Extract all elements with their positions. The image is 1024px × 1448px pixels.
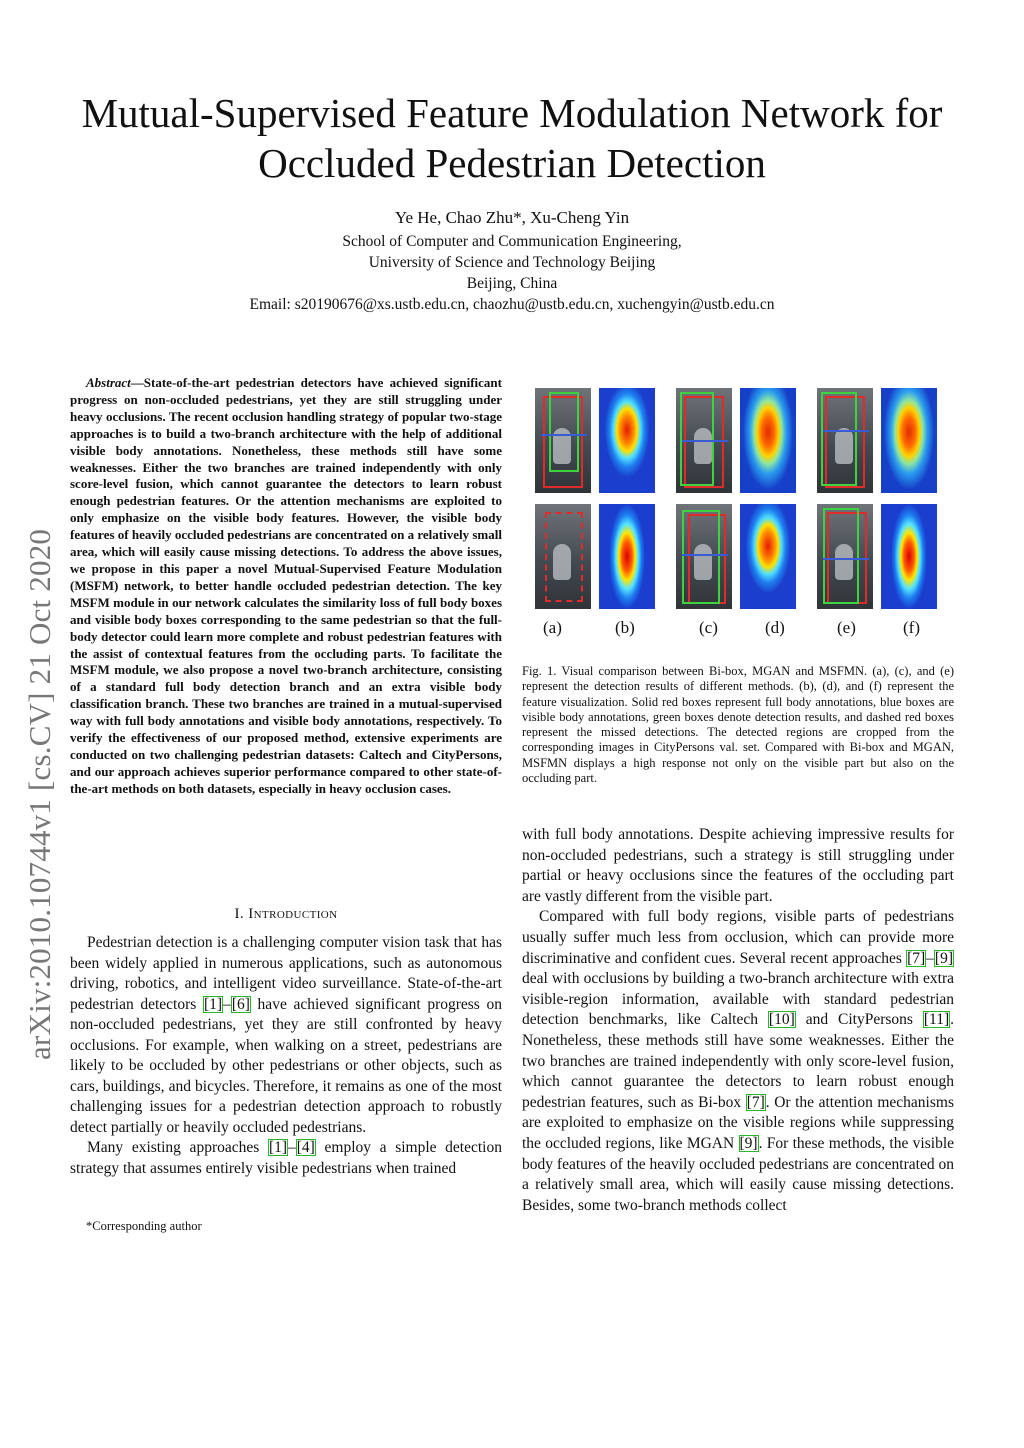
citation-link[interactable]: [6] [231, 995, 250, 1013]
citation-link[interactable]: [10] [768, 1011, 795, 1029]
affiliation-line: University of Science and Technology Beijing [368, 254, 656, 271]
citation-link[interactable]: [9] [934, 949, 953, 967]
subfigure-label: (e) [837, 618, 856, 637]
affiliation-line: Beijing, China [466, 275, 558, 292]
subfigure-label: (a) [543, 618, 562, 637]
affiliation-line: School of Computer and Communication Engineering, [342, 233, 682, 250]
heatmap-image [881, 504, 937, 609]
heatmap-image [599, 388, 655, 493]
citation-link[interactable]: [7] [907, 949, 926, 967]
detection-image [535, 388, 591, 493]
section-number: I. [234, 906, 245, 922]
citation-link[interactable]: [7] [746, 1093, 765, 1111]
intro-text-continued [522, 825, 954, 1216]
detection-image [535, 504, 591, 609]
citation-link[interactable]: [1] [203, 995, 223, 1013]
detection-image [676, 388, 732, 493]
affiliation-block [0, 231, 1024, 315]
subfigure-label: (c) [699, 618, 718, 637]
citation-link[interactable]: [11] [923, 1011, 950, 1029]
abstract-text: State-of-the-art pedestrian detectors have achieved significant progress on non-occluded pedestrians, yet they are still struggling under heavy occlusions. The recent occlusion handling strategy of popular two-stage approaches is to build a two-branch architecture with the help of additional visible body annotations. Nonetheless, these methods still have some weaknesses. Either the two branches are trained independently with only score-level fusion, which cannot guarantee the detectors to learn robust enough pedestrian features. Or the attention mechanisms are exploited to only emphasize on the visible body features. However, the visible body features of heavily occluded pedestrians are concentrated on a relatively small area, which will easily cause missing detections. To address the above issues, we propose in this paper a novel Mutual-Supervised Feature Modulation (MSFM) network, to better handle occluded pedestrian detection. The key MSFM module in our network calculates the similarity loss of full body boxes and visible body boxes corresponding to the same pedestrian so that the full-body detector could learn more complete and robust pedestrian features with the assist of contextual features from the occluding parts. To facilitate the MSFM module, we also propose a novel two-branch architecture, consisting of a standard full body detection branch and an extra visible body classification branch. These two branches are trained in a mutual-supervised way with full body annotations and visible body annotations, respectively. To verify the effectiveness of our proposed method, extensive experiments are conducted on two challenging pedestrian datasets: Caltech and CityPersons, and our approach achieves superior performance compared to other state-of-the-art methods on both datasets, especially in heavy occlusion cases. [70, 375, 502, 796]
figure-caption: Fig. 1. Visual comparison between Bi-box, MGAN and MSFMN. (a), (c), and (e) represent the detection results of different methods. (b), (d), and (f) represent the feature visualization. Solid red boxes represent full body annotations, blue boxes are visible body annotations, green boxes denote detection results, and dashed red boxes represent the missed detections. The detected regions are cropped from the corresponding images in CityPersons val. set. Compared with Bi-box and MGAN, MSFMN displays a high response not only on the visible part but also on the occluding part. [522, 664, 954, 786]
paragraph: Compared with full body regions, visible parts of pedestrians usually suffer much less from occlusion, which can provide more discriminative and confident cues. Several recent approaches [7]–[9] deal with occlusions by building a two-branch architecture with extra visible-region information, available with standard pedestrian detection benchmarks, like Caltech [10] and CityPersons [11]. Nonetheless, these methods still have some weaknesses. Either the two branches are trained independently with only score-level fusion, which cannot guarantee the detectors to learn robust enough pedestrian features, such as Bi-box [7]. Or the attention mechanisms are exploited to emphasize on the visible regions while suppressing the occluded regions, like MGAN [9]. For these methods, the visible body features of the heavily occluded pedestrians are concentrated on a relatively small area, which will easily cause missing detections. Besides, some two-branch methods collect [522, 908, 955, 1214]
subfigure-label: (f) [903, 618, 920, 637]
paragraph: Many existing approaches [1]–[4] employ a simple detection strategy that assumes entirely visible pedestrians when trained [70, 1139, 502, 1177]
citation-link[interactable]: [9] [739, 1134, 758, 1152]
arxiv-identifier: arXiv:2010.10744v1 [cs.CV] 21 Oct 2020 [22, 528, 57, 1060]
section-title: Introduction [248, 906, 338, 922]
subfigure-label: (b) [615, 618, 635, 637]
paragraph: with full body annotations. Despite achieving impressive results for non-occluded pedestrians, such a strategy is still struggling under partial or heavy occlusions since the features of the occluding part are vastly different from the visible part. [522, 826, 954, 905]
subfigure-label: (d) [765, 618, 785, 637]
detection-image [817, 388, 873, 493]
heatmap-image [881, 388, 937, 493]
abstract-lead: Abstract [86, 375, 131, 390]
detection-image [676, 504, 732, 609]
footnote: *Corresponding author [86, 1219, 202, 1233]
detection-image [817, 504, 873, 609]
section-heading [70, 906, 502, 923]
heatmap-image [740, 504, 796, 609]
citation-link[interactable]: [1] [268, 1139, 288, 1156]
paper-title: Mutual-Supervised Feature Modulation Network for Occluded Pedestrian Detection [81, 90, 943, 186]
heatmap-image [599, 504, 655, 609]
citation-link[interactable]: [4] [296, 1139, 315, 1156]
intro-text [70, 933, 502, 1179]
figure-1 [533, 386, 953, 646]
author-list: Ye He, Chao Zhu*, Xu-Cheng Yin [394, 208, 630, 227]
paragraph: Pedestrian detection is a challenging computer vision task that has been widely applied in numerous applications, such as autonomous driving, robotics, and intelligent video surveillance. State-of-the-art pedestrian detectors [1]–[6] have achieved significant progress on non-occluded pedestrians, yet they are still confronted by heavy occlusions. For example, when walking on a street, pedestrians are likely to be occluded by other pedestrians or other objects, such as cars, buildings, and bicycles. Therefore, it remains as one of the most challenging issues for a pedestrian detection approach to robustly detect partially or heavily occluded pedestrians. [70, 934, 503, 1136]
email-line: Email: s20190676@xs.ustb.edu.cn, chaozhu@ustb.edu.cn, xuchengyin@ustb.edu.cn [249, 296, 775, 313]
heatmap-image [740, 388, 796, 493]
abstract: Abstract—State-of-the-art pedestrian detectors have achieved significant progress on non-occluded pedestrians, yet they are still struggling under heavy occlusions. The recent occlusion handling strategy of popular two-stage approaches is to build a two-branch architecture with the help of additional visible body annotations. Nonetheless, these methods still have some weaknesses. Either the two branches are trained independently with only score-level fusion, which cannot guarantee the detectors to learn robust enough pedestrian features. Or the attention mechanisms are exploited to only emphasize on the visible body features. However, the visible body features of heavily occluded pedestrians are concentrated on a relatively small area, which will easily cause missing detections. To address the above issues, we propose in this paper a novel Mutual-Supervised Feature Modulation (MSFM) network, to better handle occluded pedestrian detection. The key MSFM module in our network calculates the similarity loss of full body boxes and visible body boxes corresponding to the same pedestrian so that the full-body detector could learn more complete and robust pedestrian features with the assist of contextual features from the occluding parts. To facilitate the MSFM module, we also propose a novel two-branch architecture, consisting of a standard full body detection branch and an extra visible body classification branch. These two branches are trained in a mutual-supervised way with full body annotations and visible body annotations, respectively. To verify the effectiveness of our proposed method, extensive experiments are conducted on two challenging pedestrian datasets: Caltech and CityPersons, and our approach achieves superior performance compared to other state-of-the-art methods on both datasets, especially in heavy occlusion cases. [70, 375, 502, 796]
